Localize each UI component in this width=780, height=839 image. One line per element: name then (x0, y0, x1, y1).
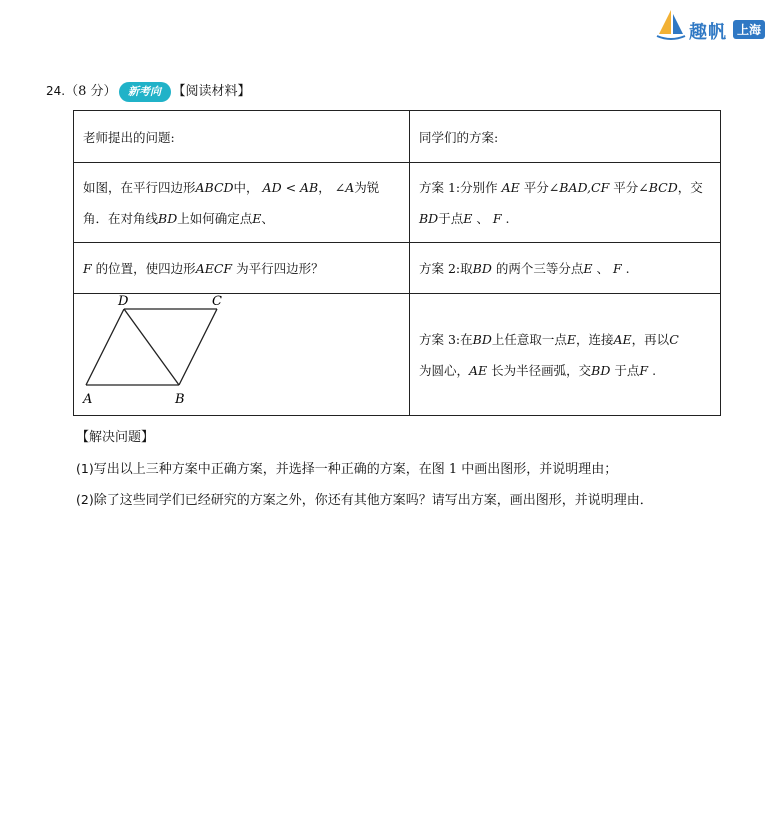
student-header: 同学们的方案: (410, 111, 721, 163)
sail-logo-icon (655, 8, 687, 42)
question-points: （8 分） (65, 84, 117, 99)
label-b: B (175, 391, 185, 407)
figure-cell (74, 294, 410, 416)
section-title: 【阅读材料】 (172, 84, 251, 99)
solve-heading: 【解决问题】 (76, 430, 155, 445)
comparison-table (73, 110, 721, 416)
label-d: D (118, 294, 129, 309)
question-2: (2)除了这些同学们已经研究的方案之外，你还有其他方案吗？请写出方案，画出图形，并说明理由． (76, 492, 653, 508)
parallelogram-figure (74, 295, 391, 415)
diagonal-bd (124, 309, 179, 385)
label-c: C (212, 294, 222, 309)
brand-name: 趣帆 (689, 22, 727, 43)
plan-3: 方案 3:在BD上任意取一点E，连接AE，再以C 为圆心，AE 长为半径画弧，交BD 于点F . (410, 294, 721, 416)
new-trend-badge: 新考向 (119, 82, 171, 102)
brand-logo (655, 8, 770, 44)
question-header (46, 80, 251, 102)
teacher-problem: 如图，在平行四边形ABCD中， AD < AB， ∠A为锐 角．在对角线BD上如何确定点E、 (74, 163, 410, 243)
plan-2: 方案 2:取BD 的两个三等分点E 、 F . (410, 243, 721, 294)
teacher-header: 老师提出的问题: (74, 111, 410, 163)
brand-region: 上海 (733, 20, 765, 39)
question-1: (1)写出以上三种方案中正确方案，并选择一种正确的方案，在图 1 中画出图形，并说明理由； (76, 461, 618, 477)
table-row (74, 294, 721, 416)
label-a: A (83, 391, 93, 407)
plan-1: 方案 1:分别作 AE 平分∠BAD,CF 平分∠BCD，交 BD于点E 、 F . (410, 163, 721, 243)
teacher-problem-cont: F 的位置，使四边形AECF 为平行四边形？ (74, 243, 410, 294)
table-row (74, 163, 721, 243)
table-row (74, 243, 721, 294)
table-row (74, 111, 721, 163)
side-cb (179, 309, 217, 385)
question-number: 24. (46, 84, 66, 98)
side-ad (86, 309, 124, 385)
